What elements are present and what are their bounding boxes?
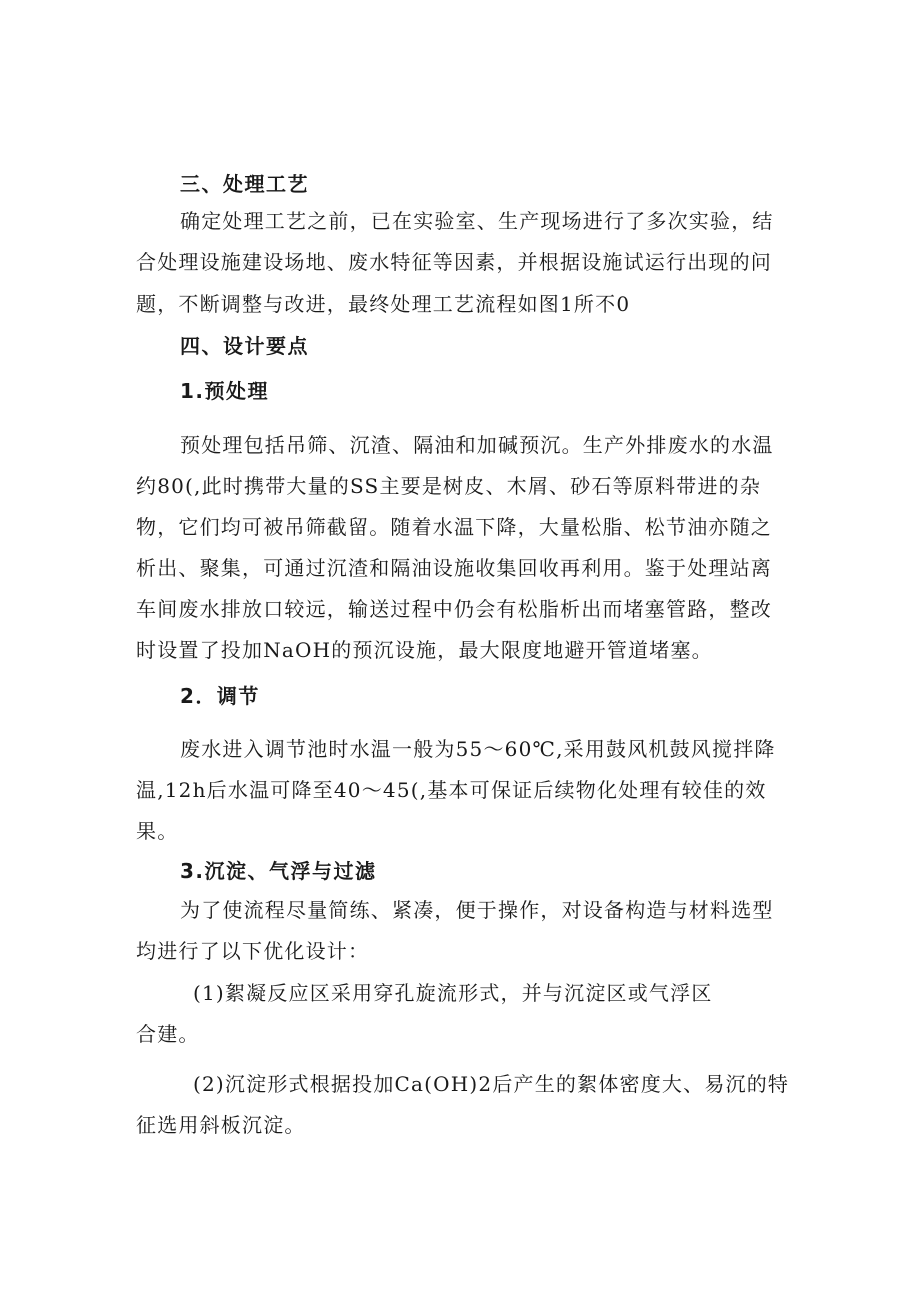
paragraph-line: 废水进入调节池时水温一般为55～60℃,采用鼓风机鼓风搅拌降 — [180, 737, 776, 761]
paragraph-line: 果。 — [136, 819, 179, 843]
paragraph-line: 温,12h后水温可降至40～45(,基本可保证后续物化处理有较佳的效 — [136, 778, 767, 802]
paragraph-line: 物，它们均可被吊筛截留。随着水温下降，大量松脂、松节油亦随之 — [136, 515, 772, 539]
paragraph-line: 约80(,此时携带大量的SS主要是树皮、木屑、砂石等原料带进的杂 — [136, 474, 762, 498]
paragraph-line: 题，不断调整与改进，最终处理工艺流程如图1所不0 — [136, 292, 631, 316]
subsection-heading-pretreatment: 1.预处理 — [180, 379, 270, 403]
subsection-heading-sedimentation: 3.沉淀、气浮与过滤 — [180, 859, 377, 883]
section-heading-processing: 三、处理工艺 — [180, 172, 309, 196]
list-item-line: (1)絮凝反应区采用穿孔旋流形式，并与沉淀区或气浮区 — [193, 981, 713, 1005]
paragraph-line: 均进行了以下优化设计： — [136, 939, 370, 963]
list-item-line: 征选用斜板沉淀。 — [136, 1113, 306, 1137]
section-heading-design: 四、设计要点 — [180, 334, 309, 358]
paragraph-line: 预处理包括吊筛、沉渣、隔油和加碱预沉。生产外排废水的水温 — [180, 433, 774, 457]
paragraph-line: 为了使流程尽量简练、紧凑，便于操作，对设备构造与材料选型 — [180, 898, 774, 922]
paragraph-line: 合处理设施建设场地、废水特征等因素，并根据设施试运行出现的问 — [136, 250, 772, 274]
paragraph-line: 确定处理工艺之前，已在实验室、生产现场进行了多次实验，结 — [180, 209, 774, 233]
paragraph-line: 车间废水排放口较远，输送过程中仍会有松脂析出而堵塞管路，整改 — [136, 597, 772, 621]
list-item-line: 合建。 — [136, 1022, 200, 1046]
subsection-heading-regulation: 2．调节 — [180, 684, 260, 708]
paragraph-line: 析出、聚集，可通过沉渣和隔油设施收集回收再利用。鉴于处理站离 — [136, 556, 772, 580]
paragraph-line: 时设置了投加NaOH的预沉设施，最大限度地避开管道堵塞。 — [136, 638, 713, 662]
list-item-line: (2)沉淀形式根据投加Ca(OH)2后产生的絮体密度大、易沉的特 — [193, 1072, 790, 1096]
